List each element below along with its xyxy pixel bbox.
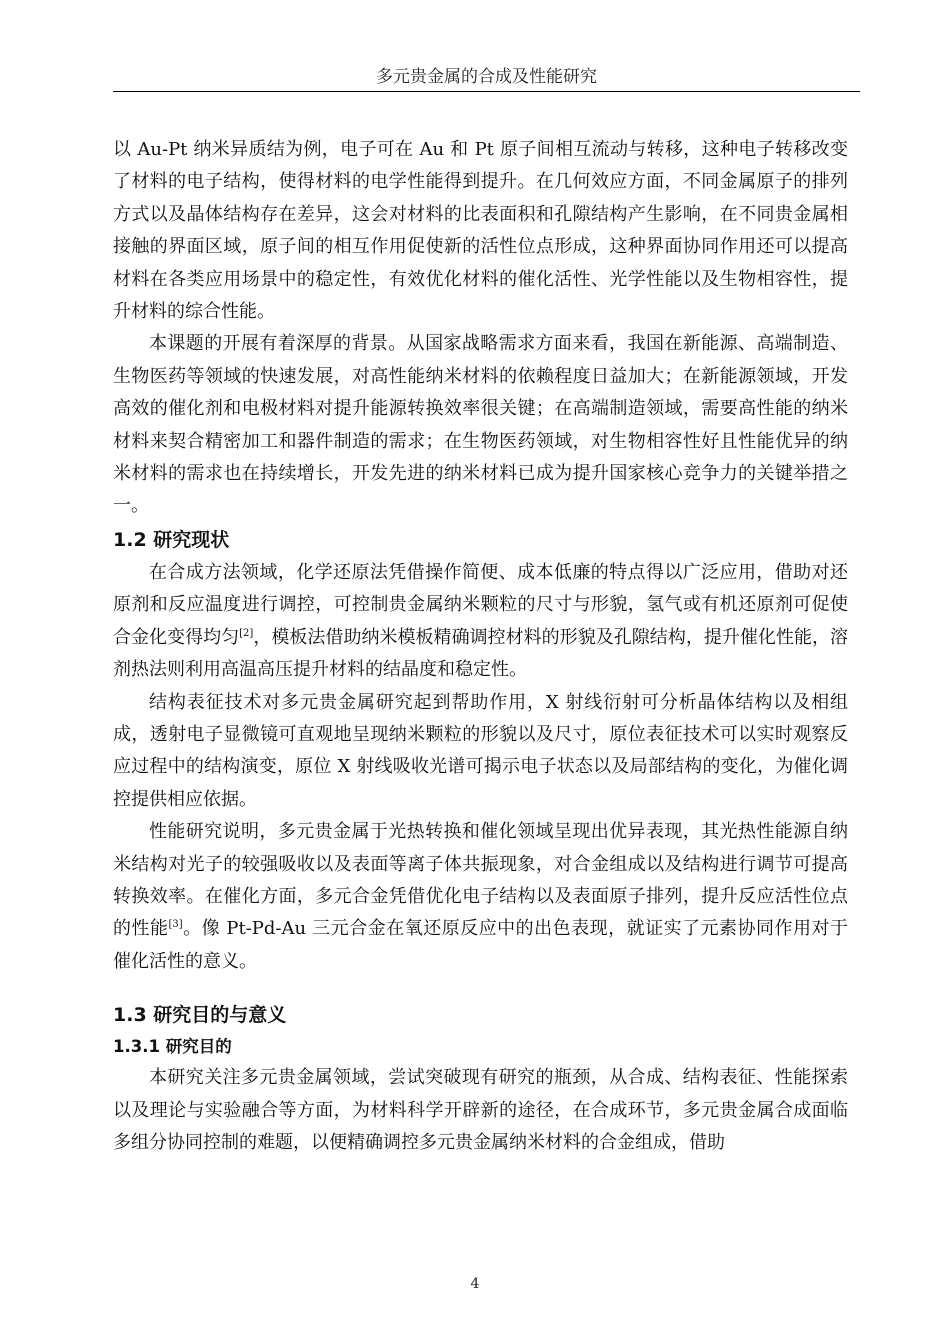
citation-marker: [3]: [168, 919, 183, 931]
header-divider: [113, 91, 860, 92]
page-body: [113, 134, 848, 1159]
body-paragraph: 结构表征技术对多元贵金属研究起到帮助作用，X 射线衍射可分析晶体结构以及相组成，透射电子显微镜可直观地呈现纳米颗粒的形貌以及尺寸，原位表征技术可以实时观察反应过程中的结构演变，原位 X 射线吸收光谱可揭示电子状态以及局部结构的变化，为催化调控提供相应依据。: [113, 691, 848, 810]
body-paragraph: 以 Au-Pt 纳米异质结为例，电子可在 Au 和 Pt 原子间相互流动与转移，这种电子转移改变了材料的电子结构，使得材料的电学性能得到提升。在几何效应方面，不同金属原子的排列方式以及晶体结构存在差异，这会对材料的比表面积和孔隙结构产生影响，在不同贵金属相接触的界面区域，原子间的相互作用促使新的活性位点形成，这种界面协同作用还可以提高材料在各类应用场景中的稳定性，有效优化材料的催化活性、光学性能以及生物相容性，提升材料的综合性能。: [113, 139, 848, 323]
section-heading: 1.2 研究现状: [113, 528, 230, 551]
section-heading: 1.3 研究目的与意义: [113, 1004, 287, 1027]
body-paragraph: 本研究关注多元贵金属领域，尝试突破现有研究的瓶颈，从合成、结构表征、性能探索以及理论与实验融合等方面，为材料科学开辟新的途径，在合成环节，多元贵金属合成面临多组分协同控制的难题，以便精确调控多元贵金属纳米材料的合金组成，借助: [113, 1067, 848, 1153]
body-paragraph: [113, 557, 848, 687]
paragraph-text: ，模板法借助纳米模板精确调控材料的形貌及孔隙结构，提升催化性能，溶剂热法则利用高温高压提升材料的结晶度和稳定性。: [113, 626, 849, 681]
running-header: 多元贵金属的合成及性能研究: [376, 67, 597, 87]
page-number: 4: [470, 1276, 480, 1292]
body-paragraph: 本课题的开展有着深厚的背景。从国家战略需求方面来看，我国在新能源、高端制造、生物医药等领域的快速发展，对高性能纳米材料的依赖程度日益加大；在新能源领域，开发高效的催化剂和电极材料对提升能源转换效率很关键；在高端制造领域，需要高性能的纳米材料来契合精密加工和器件制造的需求；在生物医药领域，对生物相容性好且性能优异的纳米材料的需求也在持续增长，开发先进的纳米材料已成为提升国家核心竞争力的关键举措之一。: [113, 333, 848, 517]
paragraph-text: 性能研究说明，多元贵金属于光热转换和催化领域呈现出优异表现，其光热性能源自纳米结构对光子的较强吸收以及表面等离子体共振现象，对合金组成以及结构进行调节可提高转换效率。在催化方面，多元合金凭借优化电子结构以及表面原子排列，提升反应活性位点的性能: [113, 821, 848, 940]
citation-marker: [2]: [239, 627, 254, 639]
body-paragraph: [113, 816, 848, 978]
paragraph-text: 。像 Pt-Pd-Au 三元合金在氧还原反应中的出色表现，就证实了元素协同作用对于催化活性的意义。: [113, 918, 849, 972]
paragraph-text: 在合成方法领域，化学还原法凭借操作简便、成本低廉的特点得以广泛应用，借助对还原剂和反应温度进行调控，可控制贵金属纳米颗粒的尺寸与形貌，氢气或有机还原剂可促使合金化变得均匀: [113, 561, 848, 648]
subsection-heading: 1.3.1 研究目的: [113, 1037, 232, 1057]
